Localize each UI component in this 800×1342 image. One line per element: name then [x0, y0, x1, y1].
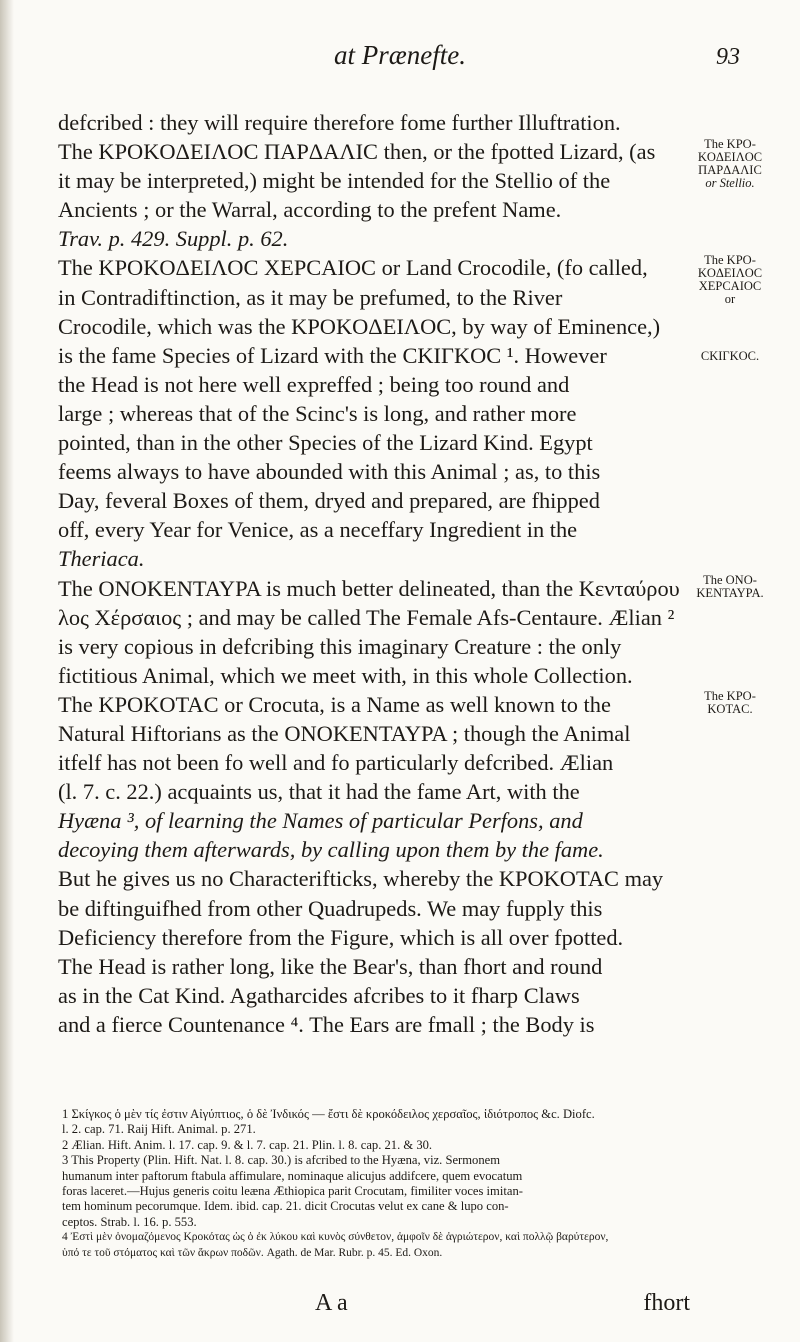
text-line: (l. 7. c. 22.) acquaints us, that it had the fame Art, with the	[58, 779, 580, 805]
text-line: λος Χέρσαιος ; and may be called The Female Afs-Centaure. Ælian ²	[58, 604, 675, 630]
margin-note-line: CKIΓKOC.	[700, 349, 760, 363]
text-line: is very copious in defcribing this imaginary Creature : the only	[58, 633, 622, 659]
text-line: Ancients ; or the Warral, according to the prefent Name.	[58, 197, 562, 223]
margin-note	[675, 138, 785, 190]
margin-note-line: The KPO-	[704, 689, 756, 703]
gutter-shadow	[0, 0, 14, 1342]
footnote-line: ὑπό τε τοῦ στόματος καὶ τῶν ἄκρων ποδῶν. Agath. de Mar. Rubr. p. 45. Ed. Oxon.	[62, 1246, 443, 1259]
margin-note-line: or	[724, 292, 736, 306]
margin-note-line: KOΔEIΛOC	[697, 150, 763, 164]
running-title: at Prænefte.	[334, 40, 466, 70]
margin-note-line: XEPCAIOC	[698, 279, 762, 293]
page-number: 93	[716, 44, 740, 70]
text-line: Theriaca.	[58, 546, 145, 572]
text-line: itfelf has not been fo well and fo particularly defcribed. Ælian	[58, 750, 614, 776]
footnote-line: 3 This Property (Plin. Hift. Nat. l. 8. cap. 30.) is afcribed to the Hyæna, viz. Sermonem	[62, 1153, 501, 1168]
text-line: defcribed : they will require therefore fome further Illuftration.	[58, 110, 621, 135]
text-line: But he gives us no Characterifticks, whereby the KPOKOTAC may	[58, 866, 664, 892]
text-line: be diftinguifhed from other Quadrupeds. We may fupply this	[58, 895, 603, 921]
text-line: The KPOKOTAC or Crocuta, is a Name as well known to the	[58, 691, 611, 717]
text-line: decoying them afterwards, by calling upon them by the fame.	[58, 837, 604, 863]
footnote-line: foras laceret.—Hujus generis coitu leæna Æthiopica parit Crocutam, fimiliter voces imitan-	[62, 1184, 523, 1199]
margin-note-line: or Stellio.	[705, 176, 755, 190]
margin-note-line: KENTAYPA.	[696, 586, 764, 600]
margin-note-line: KOTAC.	[707, 702, 753, 716]
text-line: feems always to have abounded with this Animal ; as, to this	[58, 459, 601, 485]
margin-note	[675, 350, 785, 363]
text-line: pointed, than in the other Species of the Lizard Kind. Egypt	[58, 430, 593, 456]
footnote-line: 2 Ælian. Hift. Anim. l. 17. cap. 9. & l. 7. cap. 21. Plin. l. 8. cap. 21. & 30.	[62, 1137, 433, 1152]
text-line: Deficiency therefore from the Figure, which is all over fpotted.	[58, 924, 624, 950]
page-footer	[60, 1290, 740, 1320]
footnote-line: tem hominum pecorumque. Idem. ibid. cap. 21. dicit Crocutas velut ex cane & lupo con-	[62, 1199, 509, 1214]
text-line: Day, feveral Boxes of them, dryed and prepared, are fhipped	[58, 488, 600, 514]
margin-note-line: The KPO-	[704, 253, 756, 267]
text-line: off, every Year for Venice, as a neceffary Ingredient in the	[58, 517, 578, 543]
text-line: is the fame Species of Lizard with the CKIΓKOC ¹. However	[58, 342, 607, 368]
text-line: Hyæna ³, of learning the Names of particular Perfons, and	[58, 808, 583, 834]
text-line: Natural Hiftorians as the ONOKENTAYPA ; though the Animal	[58, 720, 631, 746]
footnote-line: ceptos. Strab. l. 16. p. 553.	[62, 1214, 197, 1229]
margin-note-line: The KPO-	[704, 137, 756, 151]
text-line: The KPOKOΔEIΛOC ΠAPΔAΛIC then, or the fpotted Lizard, (as	[58, 139, 656, 165]
text-line: The ONOKENTAYPA is much better delineated, than the Κενταύρου	[58, 575, 680, 601]
text-line: and a fierce Countenance ⁴. The Ears are fmall ; the Body is	[58, 1011, 595, 1037]
text-line: Trav. p. 429. Suppl. p. 62.	[58, 226, 289, 252]
text-line: it may be interpreted,) might be intended for the Stellio of the	[58, 168, 611, 194]
text-line: fictitious Animal, which we meet with, in this whole Collection.	[58, 662, 633, 688]
footnotes	[62, 1107, 752, 1261]
margin-note	[675, 254, 785, 306]
text-line: large ; whereas that of the Scinc's is long, and rather more	[58, 400, 577, 426]
page-header	[60, 40, 740, 80]
text-line: in Contradiftinction, as it may be prefumed, to the River	[58, 284, 563, 310]
footnote-line: 4 Ἐστὶ μὲν ὀνομαζόμενος Κροκότας ὡς ὁ ἐκ λύκου καὶ κυνὸς σύνθετον, ἀμφοῖν δὲ ἀγριώτερον, καὶ πολλῷ βαρύτερον,	[62, 1231, 609, 1244]
margin-note-line: The ONO-	[703, 573, 757, 587]
margin-note-line: ΠAPΔAΛIC	[698, 163, 762, 177]
text-line: The Head is rather long, like the Bear's, than fhort and round	[58, 953, 603, 979]
footnote-line: humanum inter paftorum ftabula affimulare, nominaque alicujus addifcere, quem evocatum	[62, 1168, 523, 1183]
text-line: the Head is not here well expreffed ; being too round and	[58, 371, 570, 397]
footnote-line: 1 Σκίγκος ὁ μὲν τίς ἐστιν Αἰγύπτιος, ὁ δὲ Ἰνδικός — ἔστι δὲ κροκόδειλος χερσαῖος, ἰδιότροπος &c. Diofc.	[62, 1107, 595, 1121]
catchword: fhort	[643, 1290, 690, 1316]
margin-note-line: KOΔEIΛOC	[697, 266, 763, 280]
footnote-line: l. 2. cap. 71. Raij Hift. Animal. p. 271.	[62, 1122, 256, 1137]
signature-mark: A a	[315, 1290, 348, 1316]
text-line: The KPOKOΔEIΛOC XEPCAIOC or Land Crocodile, (fo called,	[58, 255, 648, 281]
body-text	[58, 108, 680, 1039]
text-line: as in the Cat Kind. Agatharcides afcribes to it fharp Claws	[58, 982, 580, 1008]
margin-note	[675, 574, 785, 600]
margin-note	[675, 690, 785, 716]
text-line: Crocodile, which was the KPOKOΔEIΛOC, by way of Eminence,)	[58, 313, 661, 339]
